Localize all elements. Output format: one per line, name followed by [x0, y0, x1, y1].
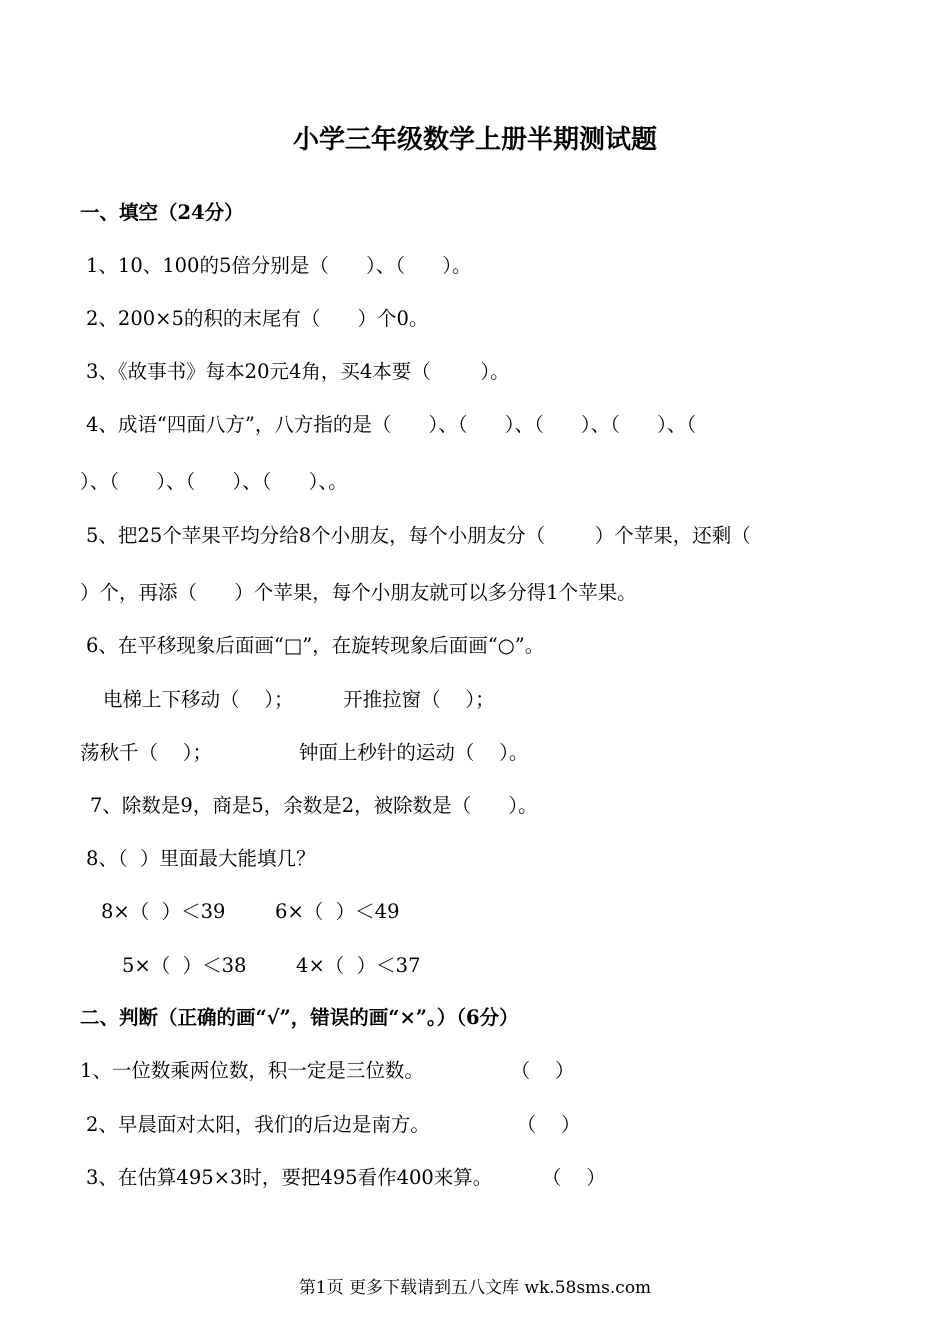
judge-3: 3、在估算495×3时，要把495看作400来算。 （ ） — [86, 1166, 606, 1189]
question-4-line1: 4、成语“四面八方”，八方指的是（ ）、（ ）、（ ）、（ ）、（ — [86, 413, 697, 436]
judge-2: 2、早晨面对太阳，我们的后边是南方。 （ ） — [86, 1113, 581, 1136]
question-6-items-b: 荡秋千（ ）； 钟面上秒针的运动（ ）。 — [80, 741, 529, 764]
question-7: 7、除数是9，商是5，余数是2，被除数是（ ）。 — [90, 794, 538, 817]
question-5-line2: ）个，再添（ ）个苹果，每个小朋友就可以多分得1个苹果。 — [80, 581, 637, 604]
page-footer: 第1页 更多下载请到五八文库 wk.58sms.com — [298, 1278, 652, 1298]
question-1: 1、10、100的5倍分别是（ ）、（ ）。 — [86, 254, 472, 277]
section2-heading: 二、判断（正确的画“√”，错误的画“×”。）（6分） — [80, 1006, 519, 1029]
question-2: 2、200×5的积的末尾有（ ）个0。 — [86, 307, 429, 330]
question-5-line1: 5、把25个苹果平均分给8个小朋友，每个小朋友分（ ）个苹果，还剩（ — [86, 524, 751, 547]
question-3: 3、《故事书》每本20元4角，买4本要（ ）。 — [86, 360, 510, 383]
page-title: 小学三年级数学上册半期测试题 — [292, 125, 657, 155]
question-8-items-a: 8×（ ）＜39 6×（ ）＜49 — [101, 900, 400, 923]
question-4-line2: ）、（ ）、（ ）、（ ）、。 — [80, 470, 348, 493]
judge-1: 1、一位数乘两位数，积一定是三位数。 （ ） — [80, 1059, 575, 1082]
question-8: 8、（ ）里面最大能填几？ — [86, 847, 316, 870]
question-6: 6、在平移现象后面画“□”，在旋转现象后面画“○”。 — [86, 634, 545, 657]
question-6-items-a: 电梯上下移动（ ）； 开推拉窗（ ）； — [103, 688, 495, 711]
section1-heading: 一、填空（24分） — [80, 201, 244, 224]
question-8-items-b: 5×（ ）＜38 4×（ ）＜37 — [122, 954, 421, 977]
